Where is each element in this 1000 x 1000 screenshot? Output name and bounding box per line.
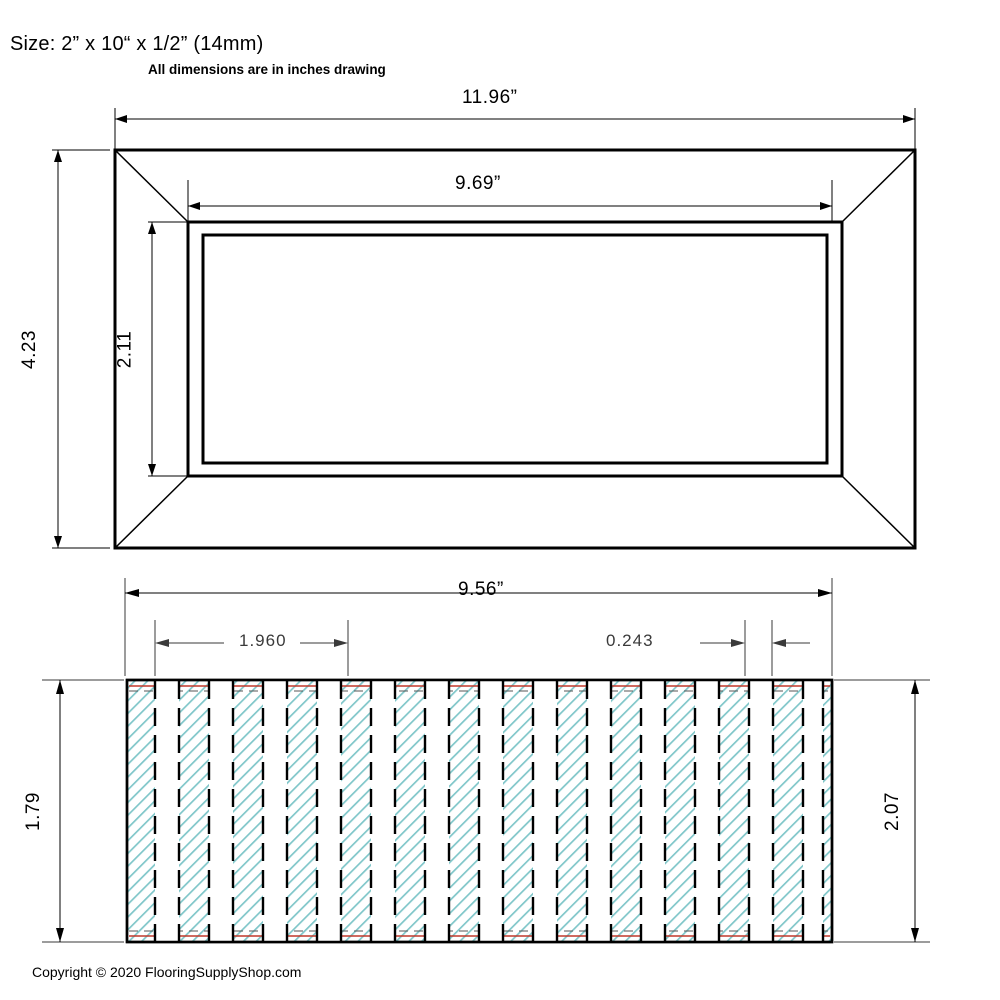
dim-label-inner-width: 9.69”	[455, 173, 501, 194]
dim-label-left-height: 1.79	[22, 792, 44, 831]
grille-body	[127, 680, 832, 942]
copyright-notice: Copyright © 2020 FlooringSupplyShop.com	[32, 964, 302, 980]
dim-label-overall-width: 9.56”	[458, 579, 504, 600]
page-title: Size: 2” x 10“ x 1/2” (14mm)	[10, 33, 264, 55]
dim-label-outer-width: 11.96”	[462, 87, 518, 108]
dim-label-slat-width: 1.960	[239, 631, 287, 650]
dim-label-inner-height: 2.11	[114, 330, 136, 369]
dim-label-right-height: 2.07	[881, 792, 903, 831]
dim-label-gap-width: 0.243	[606, 631, 654, 650]
page-subtitle: All dimensions are in inches drawing	[148, 62, 386, 77]
dim-label-outer-height: 4.23	[18, 330, 40, 369]
